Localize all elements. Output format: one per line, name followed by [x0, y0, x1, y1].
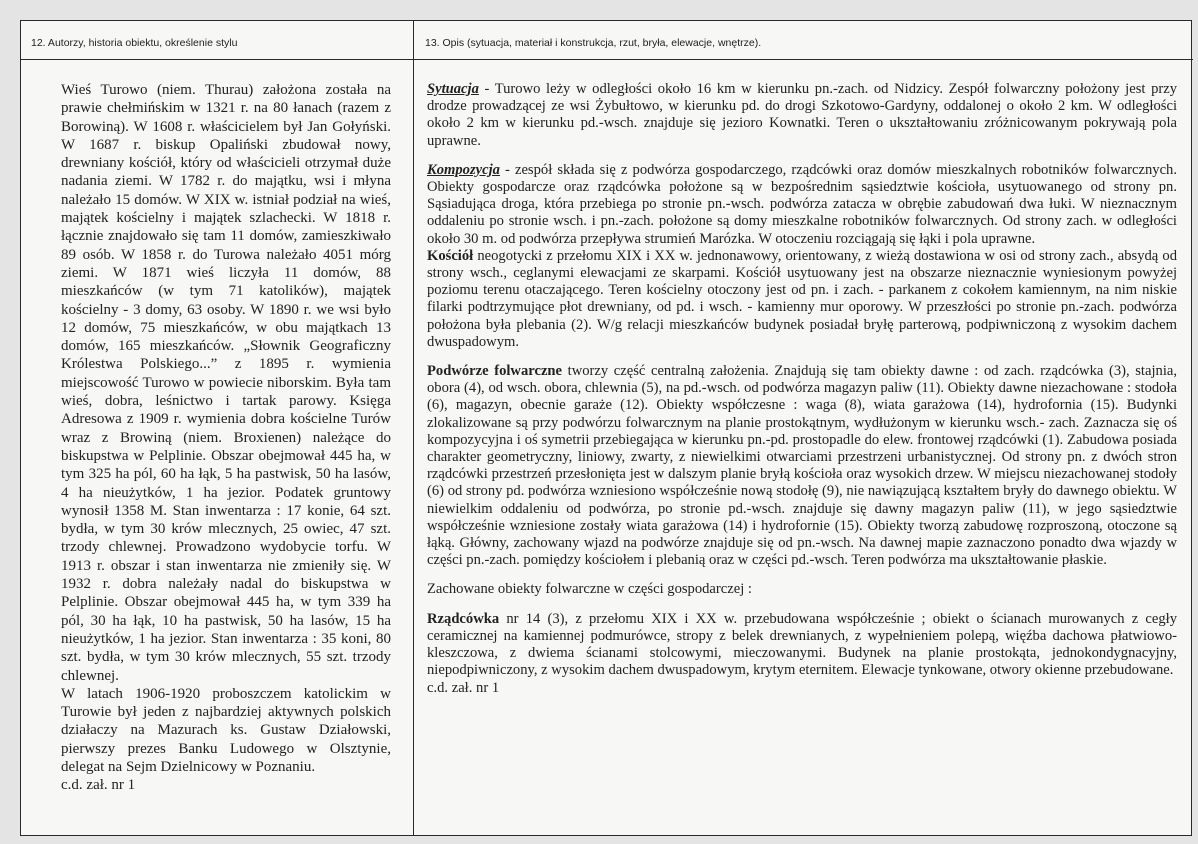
- column-divider: [413, 21, 414, 835]
- manager-house-label: Rządcówka: [427, 610, 500, 627]
- church-text: neogotycki z przełomu XIX i XX w. jednonawowy, orientowany, z wieżą dostawiona w osi od strony zach., absydą od strony wsch., ceglanymi elewacjami ze skarpami. Kościół usytuowany jest na obszarze nieznacznie wyniesionym powyżej poziomu terenu otaczającego. Teren kościelny otoczony jest od pn. i zach. - parkanem z cokołem kamiennym, na nim niskie filarki podtrzymujące płot drewniany, od pd. i wsch. - kamienny mur oporowy. W przeszłości po stronie pn.-zach. podwórza położona była plebania (2). W/g relacji mieszkańców budynek posiadał bryłę parterową, podpiwniczoną z wysokim dachem dwuspadowym.: [427, 247, 1177, 350]
- document-sheet: [20, 20, 1192, 836]
- right-section-header: 13. Opis (sytuacja, materiał i konstrukcja, rzut, bryła, elewacje, wnętrze).: [425, 37, 762, 49]
- preserved-objects-heading: Zachowane obiekty folwarczne w części gospodarczej :: [427, 581, 752, 598]
- history-paragraph: Wieś Turowo (niem. Thurau) założona została na prawie chełmińskim w 1321 r. na 80 łanach (razem z Borowiną). W 1608 r. właścicielem był Jan Gołyński. W 1687 r. biskup Opaliński zbudował nowy, drewniany kościół, który od właścicieli otrzymał duże nadania ziemi. W 1782 r. do majątku, wsi i młyna należało 15 domów. W XIX w. istniał podział na wieś, majątek kościelny i majątek szlachecki. W 1818 r. łącznie znajdowało się tam 11 domów, zamieszkiwało 89 osób. W 1858 r. do Turowa należało 4051 mórg ziemi. W 1871 wieś liczyła 11 domów, 88 mieszkańców (w tym 71 katolików), majątek kościelny - 3 domy, 63 osoby. W 1890 r. we wsi było 12 domów, 75 mieszkańców, w obu majątkach 13 domów, 165 mieszkańców. „Słownik Geograficzny Królestwa Polskiego...” z 1895 r. wymienia miejscowość Turowo w powiecie niborskim. Była tam wieś, dobra, leśnictwo i tartak parowy. Księga Adresowa z 1909 r. wymienia dobra kościelne Turów wraz z Browiną (niem. Broxienen) należące do biskupstwa w Pelplinie. Obszar obejmował 445 ha, w tym 325 ha pól, 60 ha łąk, 5 ha pastwisk, 50 ha lasów, 4 ha nieużytków, 1 ha jezior. Podatek gruntowy wynosił 1358 M. Stan inwentarza : 17 konie, 64 szt. bydła, w tym 30 krów mlecznych, 25 owiec, 47 szt. trzody chlewnej. Prowadzono wydobycie torfu. W 1913 r. obszar i stan inwentarza nie zmieniły się. W 1932 r. dobra należały nadal do biskupstwa w Pelplinie. Obszar obejmował 445 ha, w tym 339 ha pól, 30 ha łąk, 10 ha pastwisk, 50 ha lasów, 15 ha nieużytków, 1 ha jezior. Stan inwentarza : 35 koni, 80 szt. bydła, w tym 30 krów mlecznych, 55 szt. trzody chlewnej.: [61, 82, 391, 684]
- farmyard-text: tworzy część centralną założenia. Znajdują się tam obiekty dawne : od zach. rządcówka (3), stajnia, obora (4), od wsch. obora, chlewnia (5), na pd.-wsch. od podwórza magazyn paliw (11). Obiekty dawne niezachowane : stodoła (6), magazyn, obecnie garaże (12). Obiekty współczesne : waga (8), wiata garażowa (14), hydrofornia (15). Budynki zlokalizowane są przy podwórzu folwarcznym na planie prostokątnym, wydłużonym w kierunku wsch.- zach. Zaznacza się oś kompozycyjna i oś symetrii przebiegająca w kierunku pn.-pd. prostopadle do elew. frontowej rządcówki (1). Zabudowa posiada charakter geometryczny, liniowy, zwarty, z niewielkimi otwarciami przestrzeni urbanistycznej. Od strony pn. z dwóch stron rządcówki przestrzeń przesłonięta jest w dalszym planie bryłą kościoła oraz wysokich drzew. W miejscu niezachowanej stodoły (6) od strony pd. podwórza wzniesiono współcześnie nową stodołę (9), nie nawiązującą kształtem bryły do dawnego obiektu. W niewielkim oddaleniu od podwórza, po stronie pd.-wsch. znajduje się dawny magazyn paliw (11), w jego sąsiedztwie współcześnie wzniesione zostały wiata garażowa (14) i hydrofornie (15). Obiekty tworzą zabudowę rozproszoną, otoczone są łąką. Główny, zachowany wjazd na podwórze znajduje się od pn.-wsch. Na dawnej mapie zaznaczono ponadto dwa wjazdy w części pn.-zach. pomiędzy kościołem i plebanią oraz w części pd.-wsch. Teren podwórza ma ukształtowanie płaskie.: [427, 363, 1177, 569]
- composition-label: Kompozycja: [427, 161, 500, 178]
- situation-section: [427, 81, 1177, 150]
- farmyard-section: [427, 363, 1177, 569]
- header-rule-right: [414, 59, 1193, 60]
- church-label: Kościół: [427, 247, 474, 264]
- left-section-header: 12. Autorzy, historia obiektu, określenie stylu: [31, 37, 238, 49]
- manager-house-section: [427, 611, 1177, 680]
- situation-text: - Turowo leży w odległości około 16 km w kierunku pn.-zach. od Nidzicy. Zespół folwarczny położony jest przy drodze prowadzącej ze wsi Żybułtowo, w kierunku pd. do drogi Szkotowo-Gardyny, oddalonej o około 2 km. W odległości około 2 km w kierunku pd.-wsch. znajduje się jezioro Kownatki. Teren o ukształtowaniu zróżnicowanym pokrywają pola uprawne.: [427, 81, 1177, 149]
- description-column: [427, 81, 1177, 697]
- manager-house-text: nr 14 (3), z przełomu XIX i XX w. przebudowana współcześnie ; obiekt o ścianach murowanych z cegły ceramicznej na kamiennej podmurówce, stropy z belek drewnianych, z wypełnieniem polepą, więźba dachowa płatwiowo-kleszczowa, z dwiema ścianami stolcowymi, mieczowanymi. Budynek na planie prostokąta, jednokondygnacyjny, niepodpiwniczony, z wysokim dachem dwuspadowym, krytym eternitem. Elewacje tynkowane, otwory okienne przebudowane.: [427, 610, 1177, 679]
- situation-label: Sytuacja: [427, 81, 479, 97]
- farmyard-label: Podwórze folwarczne: [427, 363, 563, 380]
- history-paragraph-priest: W latach 1906-1920 proboszczem katolickim w Turowie był jeden z najbardziej aktywnych polskich działaczy na Mazurach ks. Gustaw Działowski, pierwszy prezes Banku Ludowego w Olsztynie, delegat na Sejm Dzielnicowy w Poznaniu.: [61, 685, 391, 775]
- header-rule-left: [21, 59, 413, 60]
- continuation-note-right: c.d. zał. nr 1: [427, 679, 500, 696]
- composition-section: [427, 162, 1177, 248]
- history-column: [61, 81, 391, 795]
- composition-text: - zespół składa się z podwórza gospodarczego, rządcówki oraz domów mieszkalnych robotników folwarcznych. Obiekty gospodarcze oraz rządcówka położone są w bezpośrednim sąsiedztwie kościoła, usytuowanego od strony pn. Sąsiadująca droga, która przebiega po stronie pn.-wsch. podwórza zatacza w obrębie zabudowań dwa łuki. W nieznacznym oddaleniu po stronie wsch. i pn.-zach. położone są domy mieszkalne robotników folwarcznych. Od strony zach. w odległości około 30 m. od podwórza przepływa strumień Marózka. W otoczeniu rozciągają się łąki i pola uprawne.: [427, 161, 1177, 247]
- church-section: [427, 248, 1177, 351]
- continuation-note-left: c.d. zał. nr 1: [61, 777, 136, 794]
